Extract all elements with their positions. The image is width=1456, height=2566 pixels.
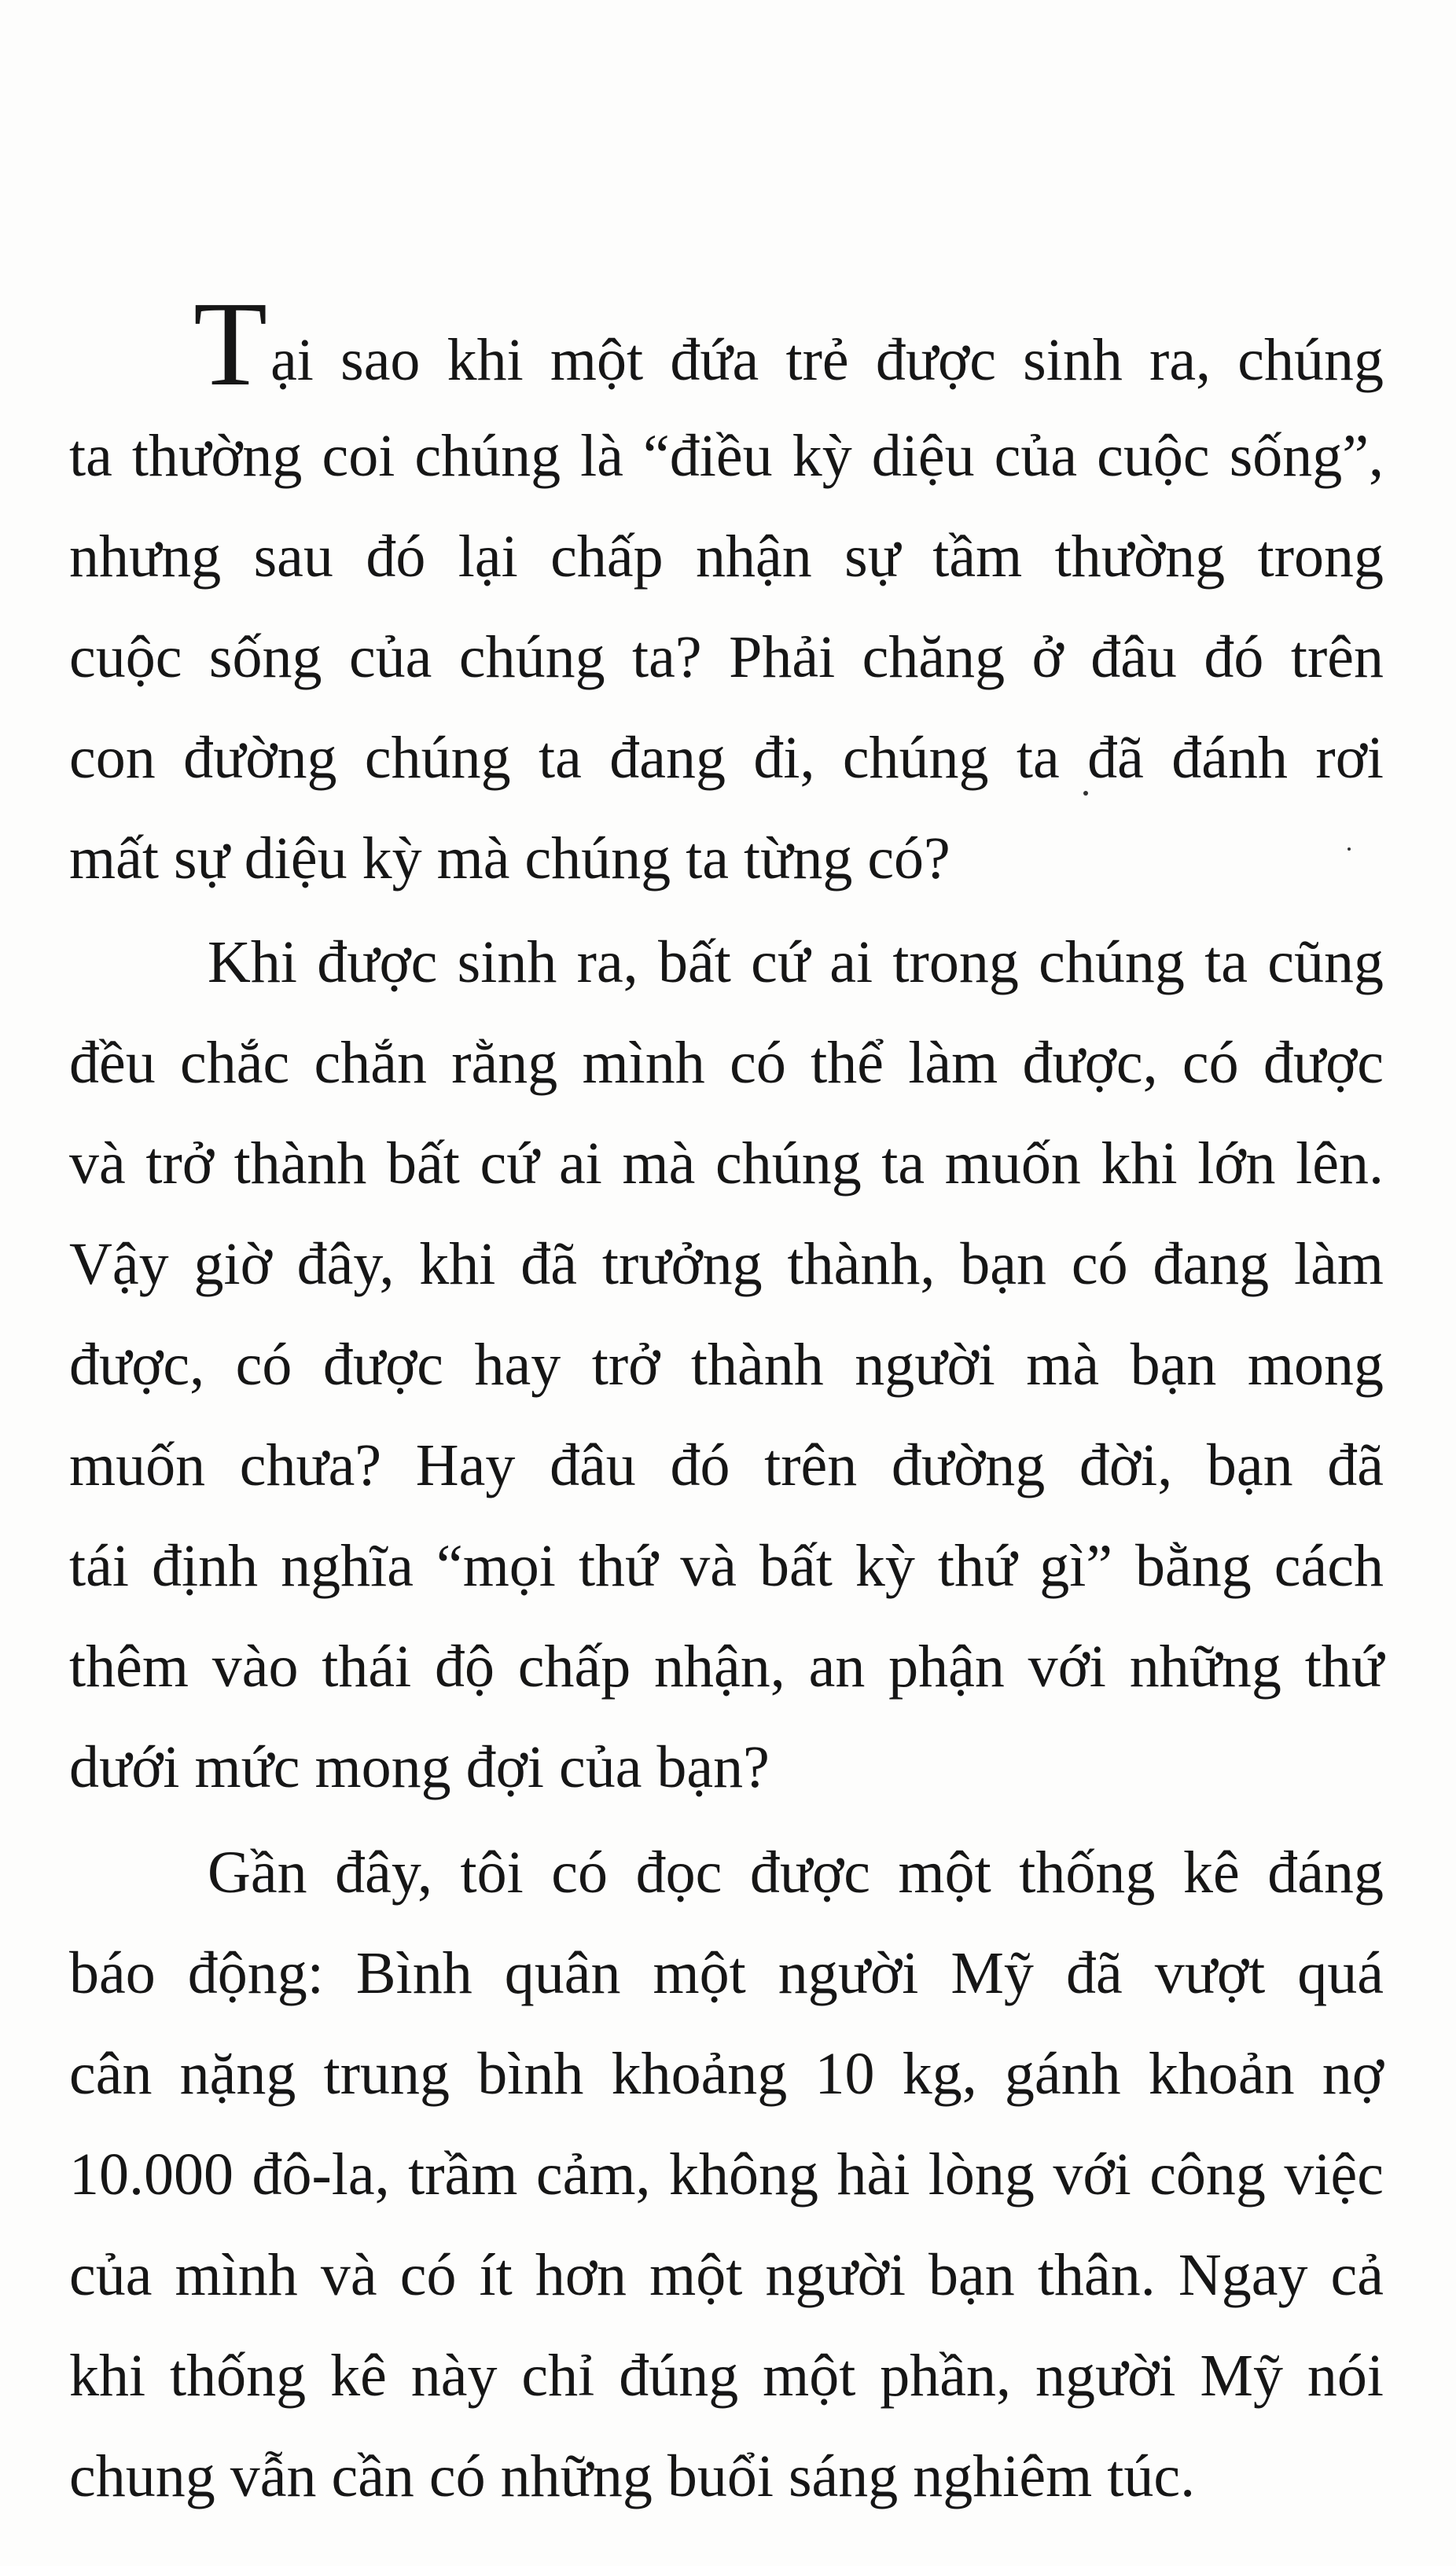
paragraph-3-line-7: chung vẫn cần có những buổi sáng nghiêm túc. (69, 2443, 1196, 2509)
paragraph-3-line-6: khi thống kê này chỉ đúng một phần, người Mỹ nói (69, 2343, 1384, 2409)
paragraph-2-line-6: muốn chưa? Hay đâu đó trên đường đời, bạn đã (69, 1432, 1384, 1498)
paragraph-1-line-1-text: ại sao khi một đứa trẻ được sinh ra, chúng (270, 327, 1384, 393)
paragraph-2-line-1: Khi được sinh ra, bất cứ ai trong chúng ta cũng (208, 929, 1384, 995)
paragraph-1-line-1 (69, 278, 1384, 411)
body-text (69, 278, 1384, 2527)
paragraph-1-line-5: con đường chúng ta đang đi, chúng ta đã đánh rơi (69, 725, 1384, 791)
paragraph-3-line-5: của mình và có ít hơn một người bạn thân. Ngay cả (69, 2242, 1384, 2308)
paragraph-1-line-6: mất sự diệu kỳ mà chúng ta từng có? (69, 825, 950, 891)
paragraph-3-line-1: Gần đây, tôi có đọc được một thống kê đáng (208, 1840, 1384, 1906)
paragraph-1 (69, 278, 1384, 909)
paragraph-3-line-2: báo động: Bình quân một người Mỹ đã vượt quá (69, 1940, 1384, 2006)
paragraph-1-line-2: ta thường coi chúng là “điều kỳ diệu của cuộc sống”, (69, 423, 1384, 489)
paragraph-3-line-3: cân nặng trung bình khoảng 10 kg, gánh khoản nợ (69, 2041, 1384, 2107)
paper-speck (1083, 791, 1088, 796)
paragraph-2-line-8: thêm vào thái độ chấp nhận, an phận với những thứ (69, 1634, 1384, 1700)
drop-cap: T (193, 278, 268, 411)
paragraph-1-line-4: cuộc sống của chúng ta? Phải chăng ở đâu đó trên (69, 624, 1384, 690)
paragraph-3-line-4: 10.000 đô-la, trầm cảm, không hài lòng với công việc (69, 2141, 1384, 2208)
paragraph-2-line-7: tái định nghĩa “mọi thứ và bất kỳ thứ gì” bằng cách (69, 1533, 1384, 1599)
paragraph-2-line-9: dưới mức mong đợi của bạn? (69, 1734, 770, 1800)
paper-speck (1348, 847, 1351, 851)
paragraph-2-line-2: đều chắc chắn rằng mình có thể làm được, có được (69, 1030, 1384, 1096)
paragraph-2 (69, 912, 1384, 1818)
paragraph-1-line-3: nhưng sau đó lại chấp nhận sự tầm thường trong (69, 524, 1384, 590)
paragraph-2-line-3: và trở thành bất cứ ai mà chúng ta muốn khi lớn lên. (69, 1130, 1384, 1197)
paragraph-2-line-5: được, có được hay trở thành người mà bạn mong (69, 1332, 1384, 1398)
paragraph-2-line-4: Vậy giờ đây, khi đã trưởng thành, bạn có đang làm (69, 1231, 1384, 1297)
paragraph-3 (69, 1822, 1384, 2527)
